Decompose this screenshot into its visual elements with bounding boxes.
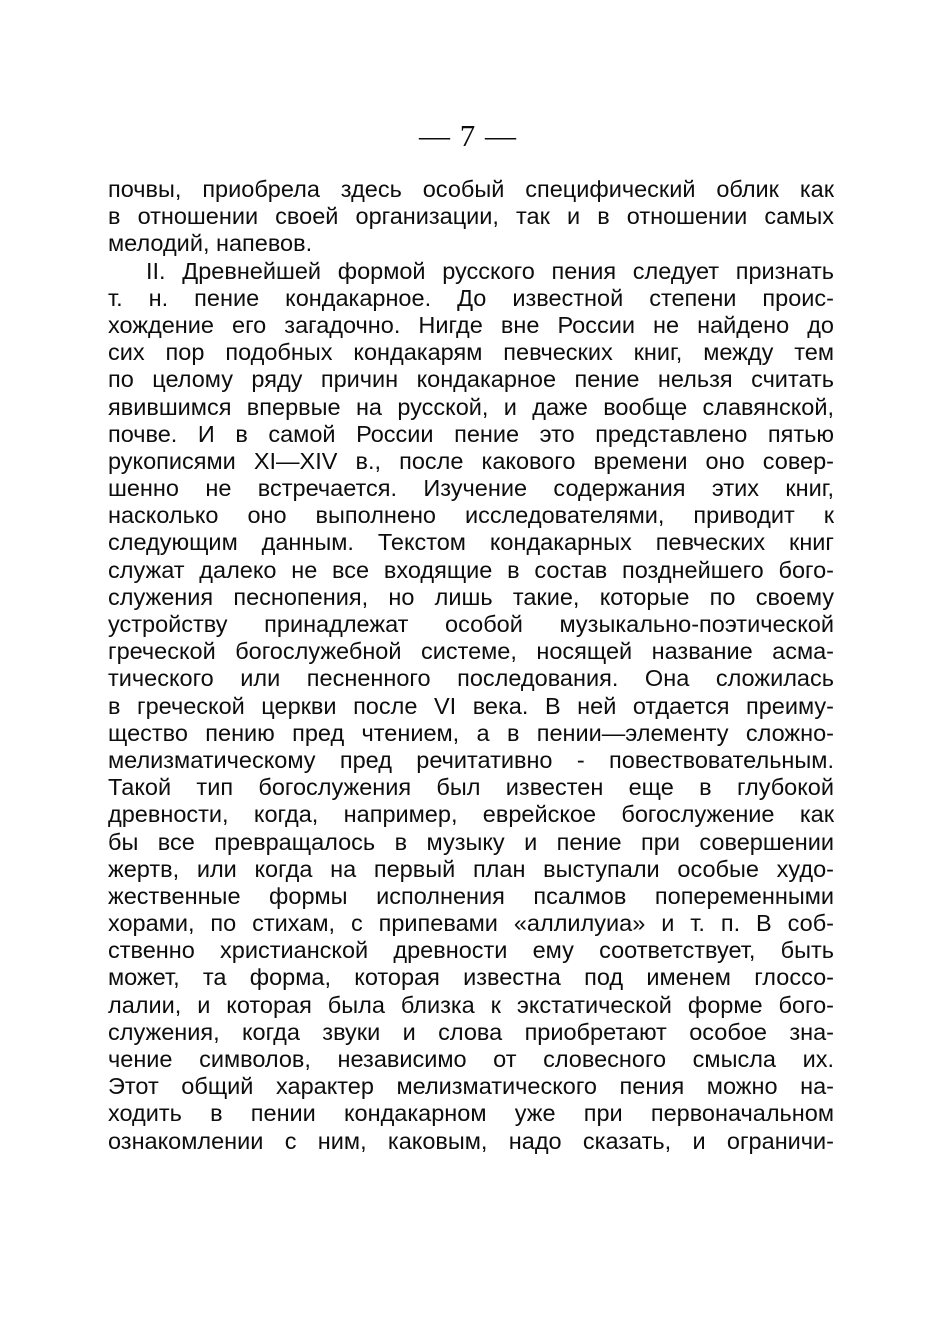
text-line: устройству принадлежат особой музыкально-поэтической <box>108 611 834 637</box>
text-line: следующим данным. Текстом кондакарных певческих книг <box>108 529 834 556</box>
text-line: может, та форма, которая известна под именем глоссо- <box>108 964 834 991</box>
text-line: Такой тип богослужения был известен еще в глубокой <box>108 774 834 801</box>
text-line: ознакомлении с ним, каковым, надо сказать, и ограничи- <box>108 1127 834 1154</box>
text-line: греческой богослужебной системе, носящей название асма- <box>108 638 834 665</box>
text-line: рукописями XI—XIV в., после какового времени оно совер- <box>108 447 834 474</box>
text-line: жественные формы исполнения псалмов попеременными <box>108 882 834 909</box>
text-line: по целому ряду причин кондакарное пение нельзя считать <box>108 366 834 393</box>
text-line: бы все превращалось в музыку и пение при совершении <box>108 828 834 855</box>
text-line: чение символов, независимо от словесного смысла их. <box>108 1046 834 1072</box>
text-line: явившимся впервые на русской, и даже вообще славянской, <box>108 393 834 420</box>
text-line: хождение его загадочно. Нигде вне России не найдено до <box>108 311 834 338</box>
text-line: тического или песненного последования. Она сложилась <box>108 665 834 692</box>
text-line: хорами, по стихам, с припевами «аллилуиа» и т. п. В соб- <box>108 910 834 937</box>
text-line: мелизматическому пред речитативно - повествовательным. <box>108 746 834 773</box>
page-number: — 7 — <box>419 118 517 153</box>
text-line: почвы, приобрела здесь особый специфический облик как <box>108 176 834 202</box>
text-line: насколько оно выполнено исследователями, приводит к <box>108 502 834 529</box>
text-line: ственно христианской древности ему соответствует, быть <box>108 937 834 964</box>
text-line: Этот общий характер мелизматического пения можно на- <box>108 1073 834 1100</box>
text-line: служения песнопения, но лишь такие, которые по своему <box>108 583 834 610</box>
text-line: почве. И в самой России пение это представлено пятью <box>108 420 834 447</box>
text-line: шенно не встречается. Изучение содержания этих книг, <box>108 475 834 502</box>
text-line: в греческой церкви после VI века. В ней отдается преиму- <box>108 692 834 719</box>
body-text <box>108 176 834 1155</box>
text-line: служат далеко не все входящие в состав позднейшего бого- <box>108 556 834 583</box>
text-line: жертв, или когда на первый план выступали особые худо- <box>108 855 834 882</box>
text-line: служения, когда звуки и слова приобретают особое зна- <box>108 1018 834 1045</box>
text-line: сих пор подобных кондакарям певческих книг, между тем <box>108 339 834 366</box>
text-line: лалии, и которая была близка к экстатической форме бого- <box>108 991 834 1018</box>
text-line: древности, когда, например, еврейское богослужение как <box>108 801 834 828</box>
text-line: т. н. пение кондакарное. До известной степени проис- <box>108 284 834 311</box>
text-line: ходить в пении кондакарном уже при первоначальном <box>108 1100 834 1127</box>
text-line: в отношении своей организации, так и в отношении самых <box>108 203 834 230</box>
text-line: щество пению пред чтением, а в пении—элементу сложно- <box>108 719 834 746</box>
paragraph-start-line: II. Древнейшей формой русского пения следует признать <box>146 257 834 284</box>
text-line: мелодий, напевов. <box>108 230 313 257</box>
